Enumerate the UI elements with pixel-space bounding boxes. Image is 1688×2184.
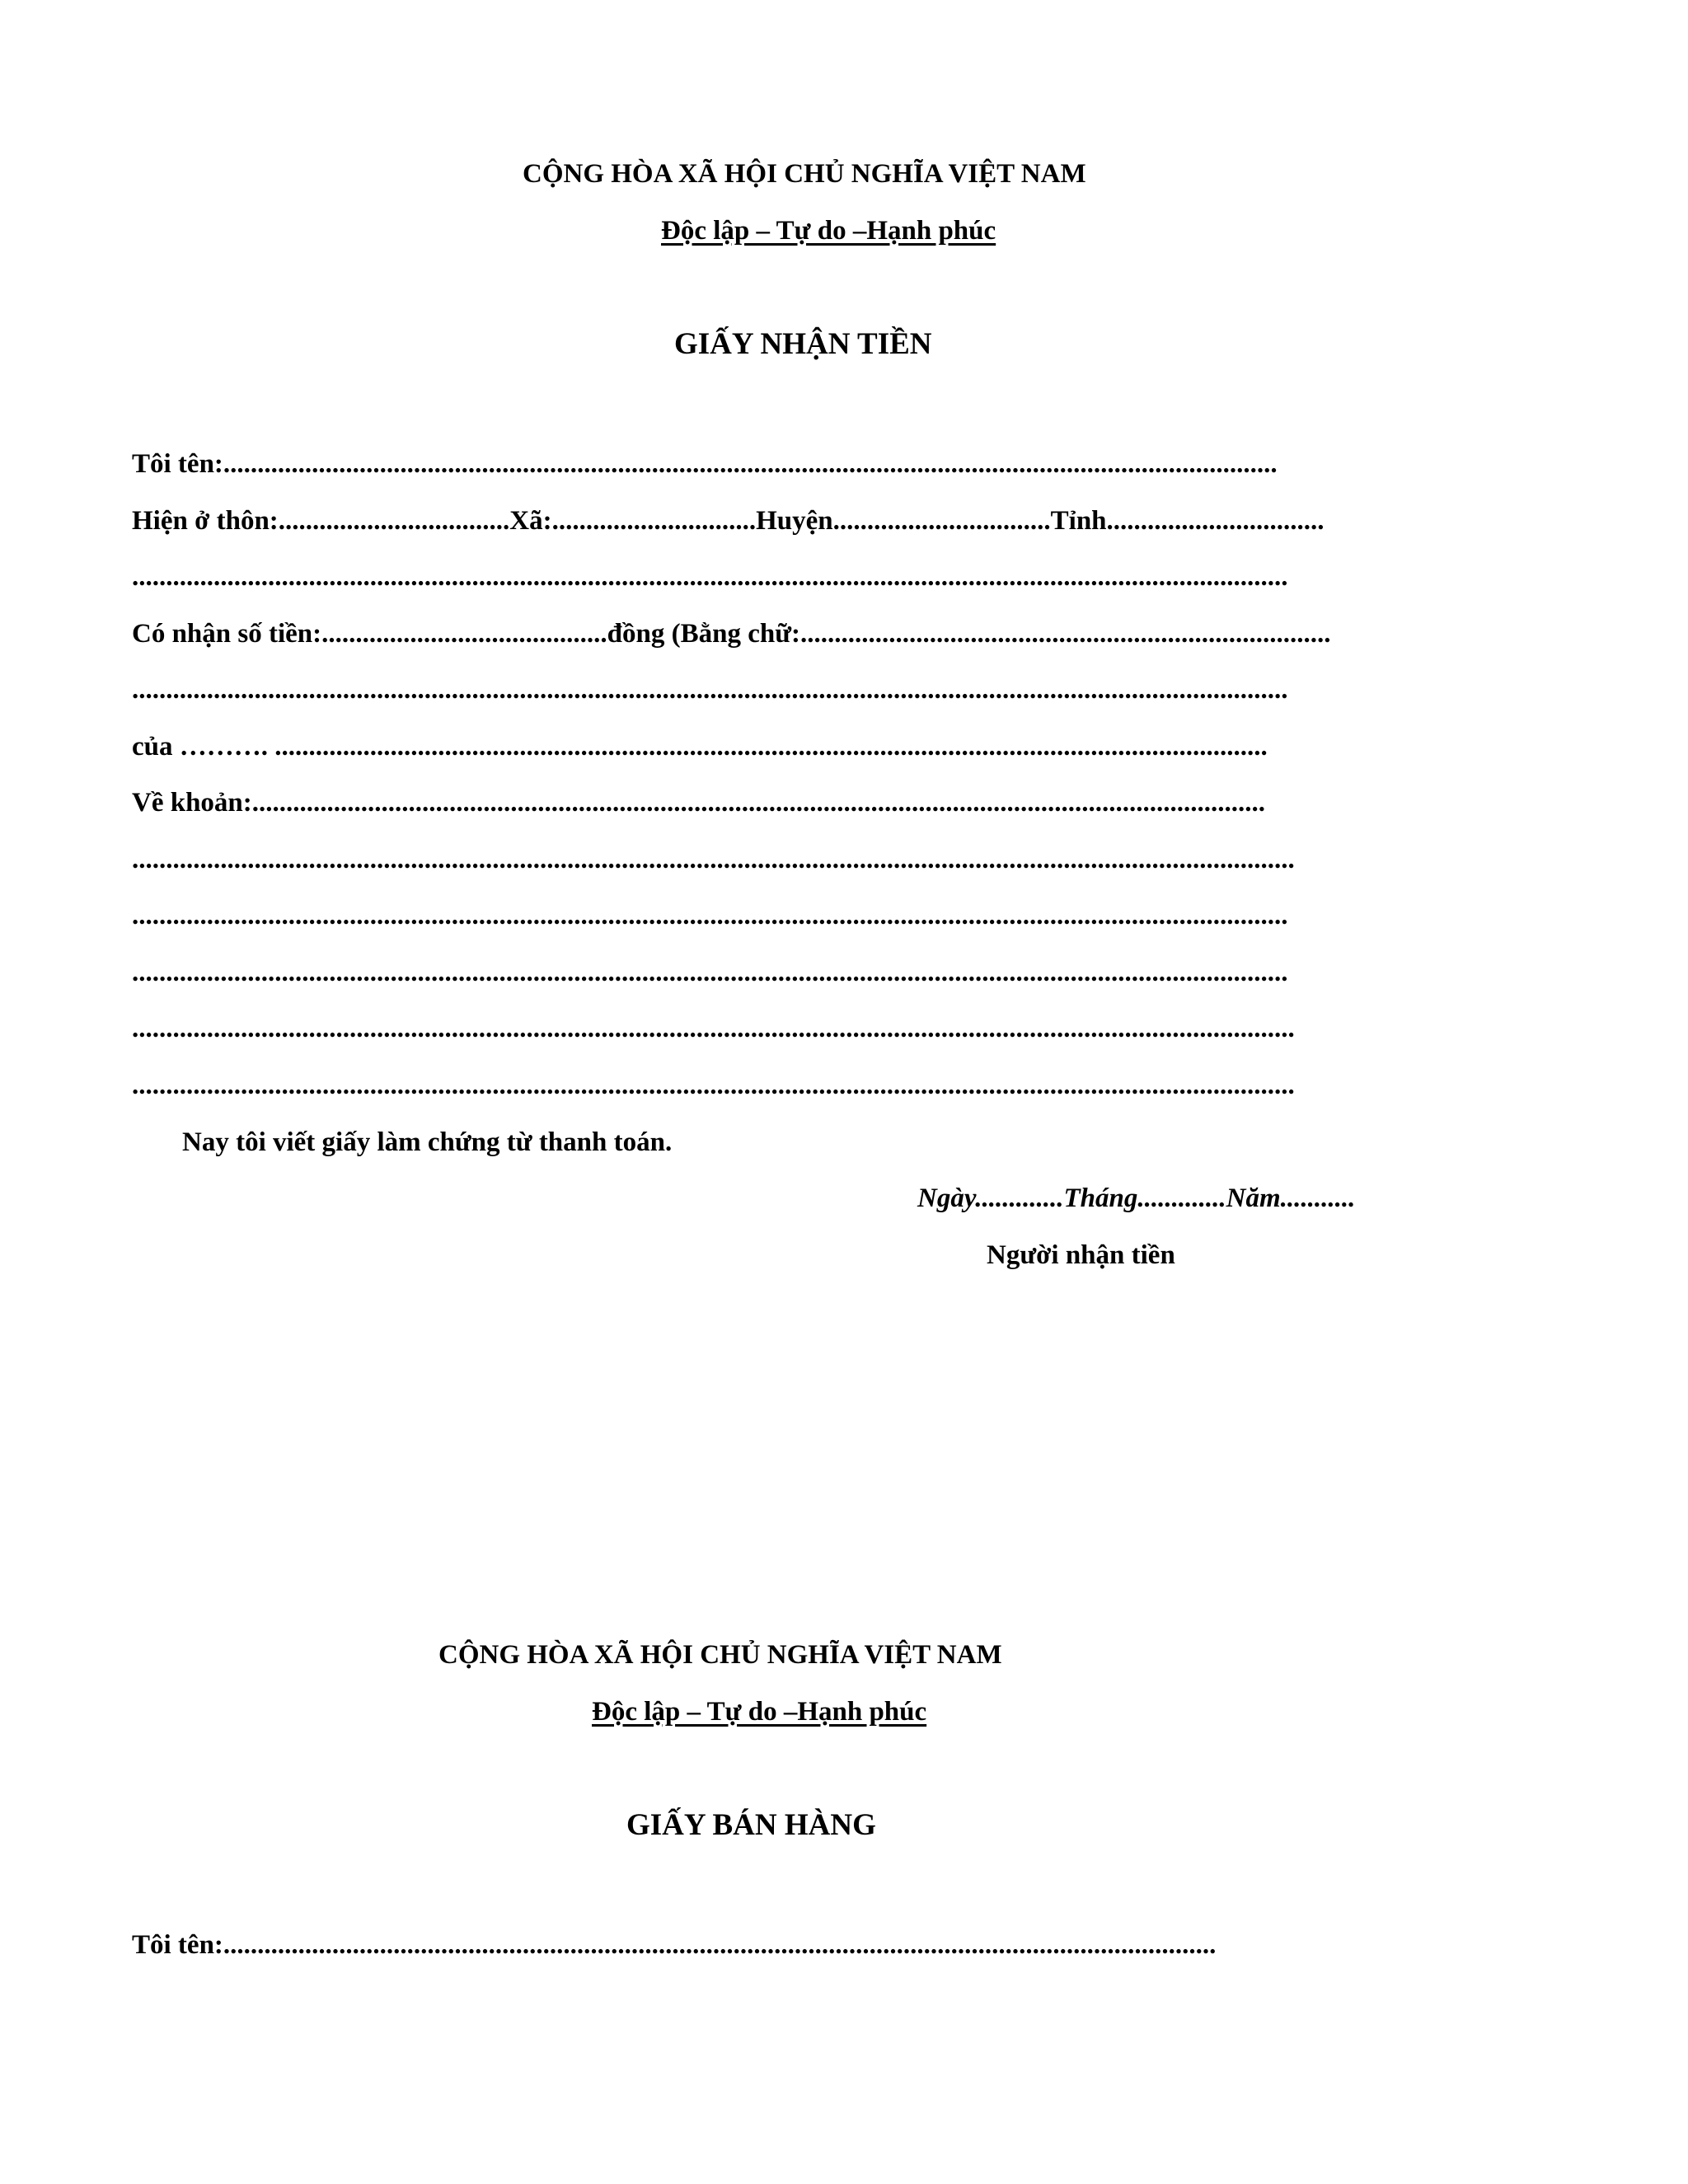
statement: Nay tôi viết giấy làm chứng từ thanh toán. (182, 1127, 673, 1157)
motto: Độc lập – Tự do –Hạnh phúc (592, 1697, 927, 1727)
blank-line: .......................................................................................................................................................................... (132, 958, 1288, 987)
document-title: GIẤY BÁN HÀNG (626, 1808, 876, 1842)
country-heading: CỘNG HÒA XÃ HỘI CHỦ NGHĨA VIỆT NAM (438, 1640, 1002, 1670)
blank-line: .......................................................................................................................................................................... (132, 562, 1288, 592)
blank-line: .......................................................................................................................................................................... (132, 675, 1288, 705)
country-heading: CỘNG HÒA XÃ HỘI CHỦ NGHĨA VIỆT NAM (523, 159, 1086, 189)
name-line: Tôi tên:........................................................................................................................................................... (132, 449, 1278, 479)
motto: Độc lập – Tự do –Hạnh phúc (661, 216, 996, 246)
date-line: Ngày.............Tháng.............Năm........... (917, 1183, 1356, 1213)
name-line: Tôi tên:.................................................................................................................................................. (132, 1930, 1217, 1960)
from-line: của ………. .................................................................................................................................................. (132, 732, 1268, 762)
signer-label: Người nhận tiền (987, 1240, 1175, 1270)
blank-line: ........................................................................................................................................................................... (132, 845, 1295, 874)
address-line: Hiện ở thôn:..................................Xã:..............................Huyện................................Tỉnh................................ (132, 506, 1325, 536)
blank-line: ........................................................................................................................................................................... (132, 1071, 1295, 1100)
amount-line: Có nhận số tiền:..........................................đồng (Bằng chữ:.............................................................................. (132, 619, 1331, 649)
document-title: GIẤY NHẬN TIỀN (674, 327, 932, 361)
blank-line: ........................................................................................................................................................................... (132, 1014, 1295, 1043)
blank-line: .......................................................................................................................................................................... (132, 901, 1288, 930)
purpose-line: Về khoản:..................................................................................................................................................... (132, 788, 1266, 818)
